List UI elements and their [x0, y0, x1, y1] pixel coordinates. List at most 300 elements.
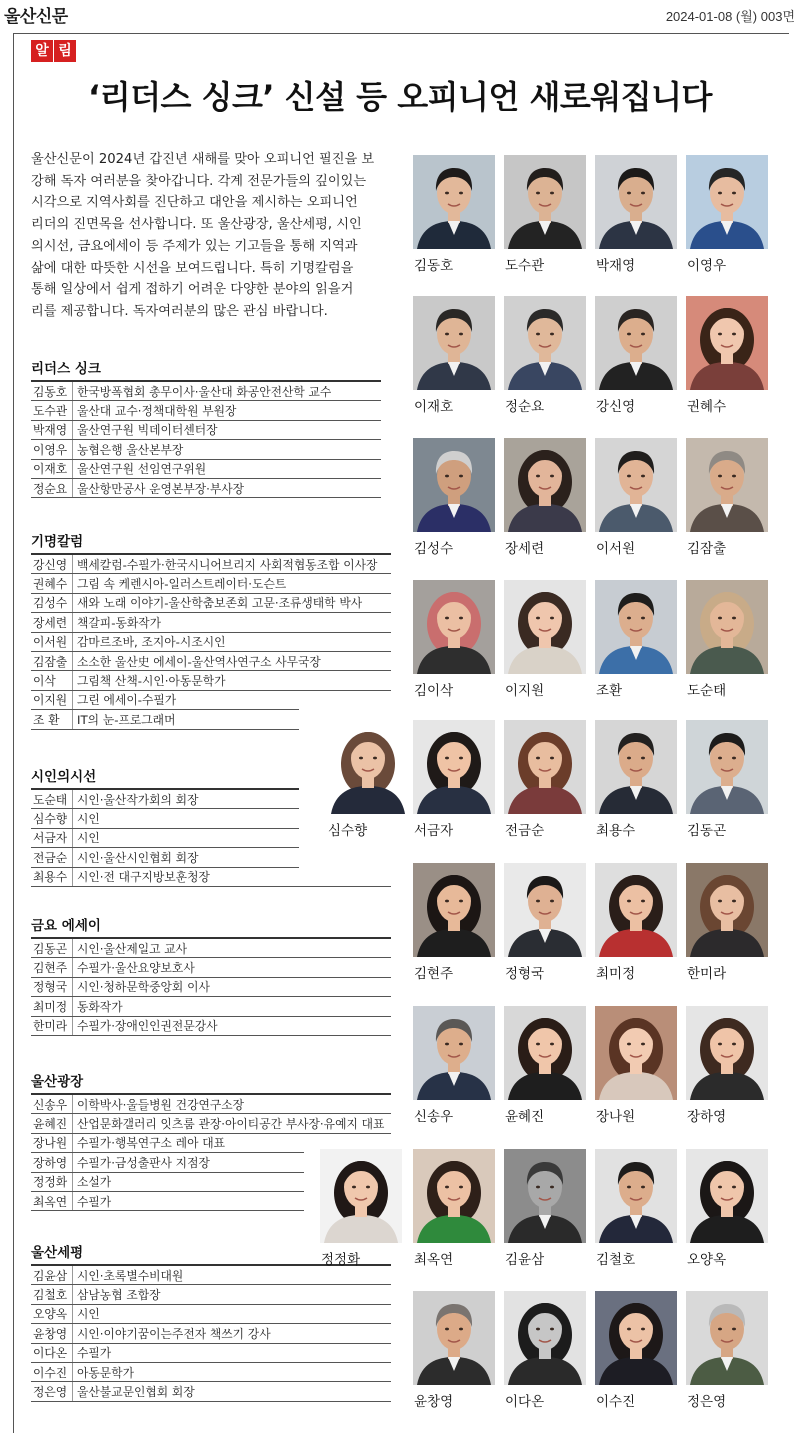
columnist-name: 김동호 [31, 382, 73, 400]
columnist-row [31, 652, 391, 671]
columnist-role: IT의 눈-프로그래머 [77, 712, 176, 727]
portrait-eye-right [732, 1043, 736, 1046]
columnist-row [31, 1324, 391, 1343]
columnist-role: 시인·울산제일고 교사 [77, 941, 188, 956]
portrait-eye-right [459, 757, 463, 760]
portrait-eye-left [627, 757, 631, 760]
columnist-row [31, 1285, 391, 1304]
portrait-eye-right [459, 1186, 463, 1189]
columnist-name: 이서원 [31, 633, 73, 651]
portrait-eye-right [550, 475, 554, 478]
columnist-row [31, 790, 299, 809]
portrait-photo [327, 720, 409, 814]
columnist-row [31, 848, 299, 867]
columnist-role: 아동문학가 [77, 1365, 134, 1380]
columnist-name: 김현주 [31, 958, 73, 976]
portrait-eye-left [718, 333, 722, 336]
columnist-role: 동화작가 [77, 999, 123, 1014]
columnist-role: 한국방폭협회 총무이사·울산대 화공안전산학 교수 [77, 384, 332, 399]
columnist-role: 울산연구원 빅데이터센터장 [77, 423, 218, 438]
columnist-name: 서금자 [31, 829, 73, 847]
section-title: 리더스 싱크 [31, 361, 101, 377]
portrait-eye-right [732, 333, 736, 336]
columnist-name: 이삭 [31, 671, 73, 689]
portrait-caption: 도수관 [505, 258, 545, 274]
columnist-name: 김윤삼 [31, 1266, 73, 1284]
columnist-table [31, 937, 391, 1036]
columnist-row [31, 958, 391, 977]
portrait-image [327, 720, 409, 814]
portrait-caption: 이영우 [687, 258, 727, 274]
columnist-name: 신송우 [31, 1095, 73, 1113]
columnist-role: 산업문화갤러리 잇츠룸 관장·아이티공간 부사장·유예지 대표 [77, 1117, 385, 1132]
newspaper-name: 울산신문 [4, 7, 68, 27]
portrait-eye-left [536, 1043, 540, 1046]
portrait-eye-right [732, 757, 736, 760]
portrait-caption: 윤혜진 [505, 1109, 545, 1125]
portrait-photo [686, 155, 768, 249]
portrait-image [504, 1006, 586, 1100]
columnist-row [31, 1363, 391, 1382]
columnist-row [31, 382, 381, 401]
portrait-eye-right [459, 1328, 463, 1331]
portrait-image [413, 1006, 495, 1100]
portrait-eye-left [718, 1328, 722, 1331]
portrait-eye-left [445, 1328, 449, 1331]
intro-line: 의시선, 금요에세이 등 주제가 있는 기고들을 통해 지역과 [31, 238, 358, 254]
portrait-caption: 김윤삼 [505, 1252, 545, 1268]
portrait-photo [595, 1149, 677, 1243]
portrait-photo [595, 580, 677, 674]
portrait-eye-right [732, 617, 736, 620]
section-2 [31, 533, 391, 730]
portrait-eye-left [718, 900, 722, 903]
columnist-name: 정형국 [31, 978, 73, 996]
portrait-image [686, 1291, 768, 1385]
columnist-row [31, 1382, 391, 1401]
columnist-role: 그린 에세이-수필가 [77, 693, 177, 708]
columnist-role: 울산연구원 선임연구위원 [77, 462, 207, 477]
portrait-eye-left [536, 617, 540, 620]
columnist-name: 도순태 [31, 790, 73, 808]
portrait-caption: 장하영 [687, 1109, 727, 1125]
portrait-eye-right [459, 475, 463, 478]
columnist-row [31, 1153, 304, 1172]
portrait-caption: 최용수 [596, 823, 636, 839]
portrait-caption: 정은영 [687, 1394, 727, 1410]
section-4 [31, 917, 391, 1036]
portrait-eye-right [641, 475, 645, 478]
portrait-photo [413, 1149, 495, 1243]
portrait-photo [686, 1006, 768, 1100]
portrait-eye-right [641, 617, 645, 620]
columnist-role: 시인·초록별수비대원 [77, 1268, 184, 1283]
portrait-photo [686, 1291, 768, 1385]
columnist-name: 장나원 [31, 1134, 73, 1152]
columnist-name: 조 환 [31, 710, 73, 728]
columnist-row [31, 671, 391, 690]
portrait-caption: 이재호 [414, 399, 454, 415]
portrait-eye-left [627, 617, 631, 620]
portrait-photo [504, 155, 586, 249]
portrait-eye-right [459, 900, 463, 903]
columnist-row [31, 555, 391, 574]
section-title: 울산세평 [31, 1245, 84, 1261]
portrait-caption: 신송우 [414, 1109, 454, 1125]
portrait-eye-left [627, 1186, 631, 1189]
columnist-name: 최용수 [31, 868, 73, 886]
columnist-row [31, 829, 299, 848]
portrait-image [595, 438, 677, 532]
columnist-name: 강신영 [31, 555, 73, 573]
portrait-eye-right [641, 1043, 645, 1046]
columnist-role: 농협은행 울산본부장 [77, 442, 184, 457]
portrait-caption: 도순태 [687, 683, 727, 699]
portrait-photo [504, 1149, 586, 1243]
columnist-row [31, 594, 391, 613]
columnist-name: 도수관 [31, 401, 73, 419]
portrait-photo [504, 1006, 586, 1100]
portrait-caption: 장나원 [596, 1109, 636, 1125]
columnist-row [31, 1305, 391, 1324]
columnist-role: 울산대 교수·정책대학원 부원장 [77, 404, 237, 419]
portrait-eye-left [718, 475, 722, 478]
portrait-image [686, 1149, 768, 1243]
portrait-photo [595, 1291, 677, 1385]
columnist-role: 소설가 [77, 1175, 112, 1190]
portrait-eye-right [550, 1186, 554, 1189]
portrait-photo [504, 580, 586, 674]
columnist-name: 장세련 [31, 613, 73, 631]
portrait-image [595, 863, 677, 957]
portrait-caption: 서금자 [414, 823, 454, 839]
portrait-caption: 한미라 [687, 966, 727, 982]
portrait-image [413, 296, 495, 390]
section-title: 금요 에세이 [31, 918, 101, 934]
portrait-eye-right [732, 900, 736, 903]
intro-line: 통해 일상에서 쉽게 접하기 어려운 다양한 분야의 읽을거 [31, 282, 354, 298]
portrait-photo [413, 296, 495, 390]
portrait-eye-right [732, 475, 736, 478]
columnist-row [31, 691, 299, 710]
portrait-eye-right [641, 757, 645, 760]
notice-char-1: 알 [31, 40, 53, 62]
portrait-caption: 전금순 [505, 823, 545, 839]
portrait-image [595, 1006, 677, 1100]
portrait-eye-right [550, 192, 554, 195]
columnist-role: 수필가 [77, 1194, 112, 1209]
dateline: 2024-01-08 (월) 003면 [665, 9, 795, 24]
portrait-image [504, 155, 586, 249]
portrait-eye-right [459, 617, 463, 620]
portrait-photo [413, 863, 495, 957]
portrait-eye-right [459, 333, 463, 336]
columnist-role: 시인 [77, 1307, 100, 1322]
portrait-eye-right [459, 192, 463, 195]
portrait-eye-right [641, 333, 645, 336]
portrait-photo [413, 1006, 495, 1100]
columnist-name: 김철호 [31, 1285, 73, 1303]
columnist-role: 울산불교문인협회 회장 [77, 1385, 195, 1400]
columnist-table [31, 1264, 391, 1402]
portrait-eye-left [445, 192, 449, 195]
portrait-caption: 김성수 [414, 541, 454, 557]
columnist-role: 시인·울산작가회의 회장 [77, 792, 199, 807]
portrait-eye-right [373, 757, 377, 760]
columnist-name: 김동곤 [31, 939, 73, 957]
columnist-name: 권혜수 [31, 574, 73, 592]
portrait-eye-right [550, 1328, 554, 1331]
columnist-row [31, 1017, 391, 1036]
columnist-row [31, 401, 381, 420]
portrait-image [413, 1149, 495, 1243]
portrait-eye-left [718, 192, 722, 195]
columnist-role: 시인·울산시인협회 회장 [77, 850, 199, 865]
portrait-eye-left [627, 1043, 631, 1046]
portrait-photo [413, 720, 495, 814]
portrait-image [595, 1149, 677, 1243]
portrait-image [413, 1291, 495, 1385]
section-title: 시인의시선 [31, 769, 97, 785]
portrait-photo [595, 296, 677, 390]
columnist-row [31, 479, 381, 498]
portrait-photo [686, 296, 768, 390]
columnist-name: 김성수 [31, 594, 73, 612]
portrait-image [320, 1149, 402, 1243]
columnist-name: 이다온 [31, 1344, 73, 1362]
portrait-photo [413, 155, 495, 249]
columnist-role: 소소한 울산史 에세이-울산역사연구소 사무국장 [77, 654, 321, 669]
portrait-eye-left [536, 1328, 540, 1331]
portrait-caption: 김철호 [596, 1252, 636, 1268]
portrait-eye-right [641, 1186, 645, 1189]
columnist-name: 최옥연 [31, 1192, 73, 1210]
portrait-image [595, 720, 677, 814]
portrait-photo [595, 155, 677, 249]
columnist-name: 이재호 [31, 460, 73, 478]
portrait-eye-left [627, 333, 631, 336]
portrait-eye-right [366, 1186, 370, 1189]
section-1 [31, 360, 381, 498]
columnist-name: 정정화 [31, 1173, 73, 1191]
columnist-row [31, 1095, 391, 1114]
intro-line: 리를 제공합니다. 독자여러분의 많은 관심 바랍니다. [31, 303, 328, 319]
portrait-eye-left [627, 900, 631, 903]
columnist-row [31, 1192, 304, 1211]
portrait-eye-left [445, 1186, 449, 1189]
portrait-image [504, 438, 586, 532]
portrait-eye-left [627, 475, 631, 478]
columnist-role: 백세칼럼-수필가·한국시니어브리지 사회적협동조합 이사장 [77, 557, 378, 572]
portrait-eye-right [550, 1043, 554, 1046]
portrait-eye-left [536, 475, 540, 478]
portrait-eye-left [445, 757, 449, 760]
portrait-photo [595, 863, 677, 957]
columnist-name: 심수향 [31, 809, 73, 827]
portrait-eye-left [536, 192, 540, 195]
masthead [0, 0, 801, 28]
portrait-caption: 이수진 [596, 1394, 636, 1410]
notice-badge [31, 40, 76, 62]
portrait-image [686, 580, 768, 674]
section-title: 기명칼럼 [31, 534, 84, 550]
columnist-name: 오양옥 [31, 1305, 73, 1323]
portrait-image [504, 720, 586, 814]
portrait-photo [686, 580, 768, 674]
columnist-row [31, 1114, 391, 1133]
portrait-photo [504, 720, 586, 814]
portrait-caption: 김동호 [414, 258, 454, 274]
columnist-row [31, 809, 299, 828]
columnist-name: 정순요 [31, 479, 73, 497]
portrait-caption: 김잠출 [687, 541, 727, 557]
columnist-row [31, 613, 391, 632]
portrait-image [413, 863, 495, 957]
portrait-caption: 강신영 [596, 399, 636, 415]
portrait-eye-right [732, 1328, 736, 1331]
portrait-eye-left [445, 617, 449, 620]
portrait-caption: 정순요 [505, 399, 545, 415]
portrait-photo [504, 863, 586, 957]
columnist-name: 정은영 [31, 1382, 73, 1400]
columnist-name: 윤혜진 [31, 1114, 73, 1132]
portrait-photo [413, 580, 495, 674]
columnist-name: 김잠출 [31, 652, 73, 670]
columnist-name: 한미라 [31, 1017, 73, 1035]
section-3 [31, 768, 299, 887]
portrait-caption: 이다온 [505, 1394, 545, 1410]
portrait-image [504, 296, 586, 390]
columnist-row [31, 868, 391, 887]
portrait-photo [504, 1291, 586, 1385]
portrait-eye-left [718, 757, 722, 760]
portrait-image [504, 1291, 586, 1385]
portrait-photo [504, 438, 586, 532]
columnist-role: 시인·전 대구지방보훈청장 [77, 870, 210, 885]
columnist-row [31, 633, 391, 652]
portrait-image [595, 296, 677, 390]
columnist-row [31, 939, 391, 958]
intro-line: 울산신문이 2024년 갑진년 새해를 맞아 오피니언 필진을 보 [31, 152, 375, 167]
portrait-eye-right [641, 900, 645, 903]
portrait-caption: 최옥연 [414, 1252, 454, 1268]
portrait-eye-right [550, 900, 554, 903]
columnist-role: 시인 [77, 831, 100, 846]
columnist-name: 전금순 [31, 848, 73, 866]
columnist-row [31, 997, 391, 1016]
columnist-table [31, 788, 299, 887]
columnist-role: 새와 노래 이야기-울산학춤보존회 고문·조류생태학 박사 [77, 596, 363, 611]
columnist-row [31, 1134, 304, 1153]
columnist-role: 그림 속 케렌시아-일러스트레이터·도슨트 [77, 577, 287, 592]
columnist-name: 이영우 [31, 440, 73, 458]
portrait-eye-right [732, 1186, 736, 1189]
portrait-caption: 이서원 [596, 541, 636, 557]
portrait-eye-left [718, 1186, 722, 1189]
portrait-photo [686, 438, 768, 532]
intro-line: 리더의 진면목을 선사합니다. 또 울산광장, 울산세평, 시인 [31, 217, 362, 233]
columnist-role: 시인·이야기꿈이는주전자 책쓰기 강사 [77, 1326, 271, 1341]
portrait-caption: 김현주 [414, 966, 454, 982]
portrait-image [686, 863, 768, 957]
portrait-image [595, 155, 677, 249]
portrait-eye-left [352, 1186, 356, 1189]
intro-line: 시각으로 지역사회를 진단하고 대안을 제시하는 오피니언 [31, 195, 358, 211]
columnist-row [31, 460, 381, 479]
portrait-eye-left [536, 1186, 540, 1189]
notice-char-2: 림 [54, 40, 76, 62]
columnist-role: 그림책 산책-시인·아동문학가 [77, 674, 226, 689]
portrait-caption: 심수향 [328, 823, 368, 839]
portrait-image [686, 155, 768, 249]
columnist-role: 수필가·울산요양보호사 [77, 961, 195, 976]
columnist-role: 감마르조바, 조지아-시조시인 [77, 635, 226, 650]
portrait-caption: 김이삭 [414, 683, 454, 699]
columnist-table [31, 553, 391, 730]
columnist-role: 울산항만공사 운영본부장·부사장 [77, 481, 245, 496]
columnist-role: 이학박사·울들병원 건강연구소장 [77, 1097, 245, 1112]
portrait-eye-left [445, 475, 449, 478]
portrait-caption: 장세련 [505, 541, 545, 557]
portrait-eye-right [459, 1043, 463, 1046]
portrait-photo [413, 1291, 495, 1385]
columnist-row [31, 421, 381, 440]
portrait-image [413, 580, 495, 674]
columnist-role: 수필가·행복연구소 레아 대표 [77, 1136, 225, 1151]
columnist-name: 박재영 [31, 421, 73, 439]
portrait-image [595, 580, 677, 674]
portrait-eye-left [445, 1043, 449, 1046]
portrait-eye-left [627, 192, 631, 195]
portrait-caption: 권혜수 [687, 399, 727, 415]
portrait-eye-right [641, 192, 645, 195]
columnist-role: 시인·청하문학중앙회 이사 [77, 980, 210, 995]
portrait-photo [686, 863, 768, 957]
portrait-image [504, 1149, 586, 1243]
portrait-photo [413, 438, 495, 532]
portrait-image [595, 1291, 677, 1385]
intro-line: 강해 독자 여러분을 찾아갑니다. 각계 전문가들의 깊이있는 [31, 173, 367, 189]
portrait-eye-left [536, 900, 540, 903]
portrait-image [413, 720, 495, 814]
portrait-caption: 박재영 [596, 258, 636, 274]
portrait-caption: 최미정 [596, 966, 636, 982]
columnist-name: 이수진 [31, 1363, 73, 1381]
portrait-eye-left [445, 333, 449, 336]
columnist-row [31, 710, 299, 729]
portrait-eye-left [627, 1328, 631, 1331]
portrait-photo [686, 720, 768, 814]
columnist-row [31, 1344, 391, 1363]
portrait-eye-left [718, 617, 722, 620]
columnist-name: 장하영 [31, 1153, 73, 1171]
portrait-eye-left [359, 757, 363, 760]
columnist-name: 이지원 [31, 691, 73, 709]
columnist-row [31, 1173, 304, 1192]
portrait-eye-right [550, 333, 554, 336]
portrait-image [413, 438, 495, 532]
columnist-row [31, 1266, 391, 1285]
portrait-eye-left [536, 757, 540, 760]
intro-line: 삶에 대한 따뜻한 시선을 보여드립니다. 특히 기명칼럼을 [31, 260, 354, 276]
portrait-eye-right [732, 192, 736, 195]
portrait-eye-left [536, 333, 540, 336]
portrait-photo [320, 1149, 402, 1243]
columnist-role: 수필가·금성출판사 지점장 [77, 1155, 210, 1170]
portrait-eye-right [550, 617, 554, 620]
portrait-eye-left [718, 1043, 722, 1046]
columnist-role: 수필가 [77, 1346, 112, 1361]
